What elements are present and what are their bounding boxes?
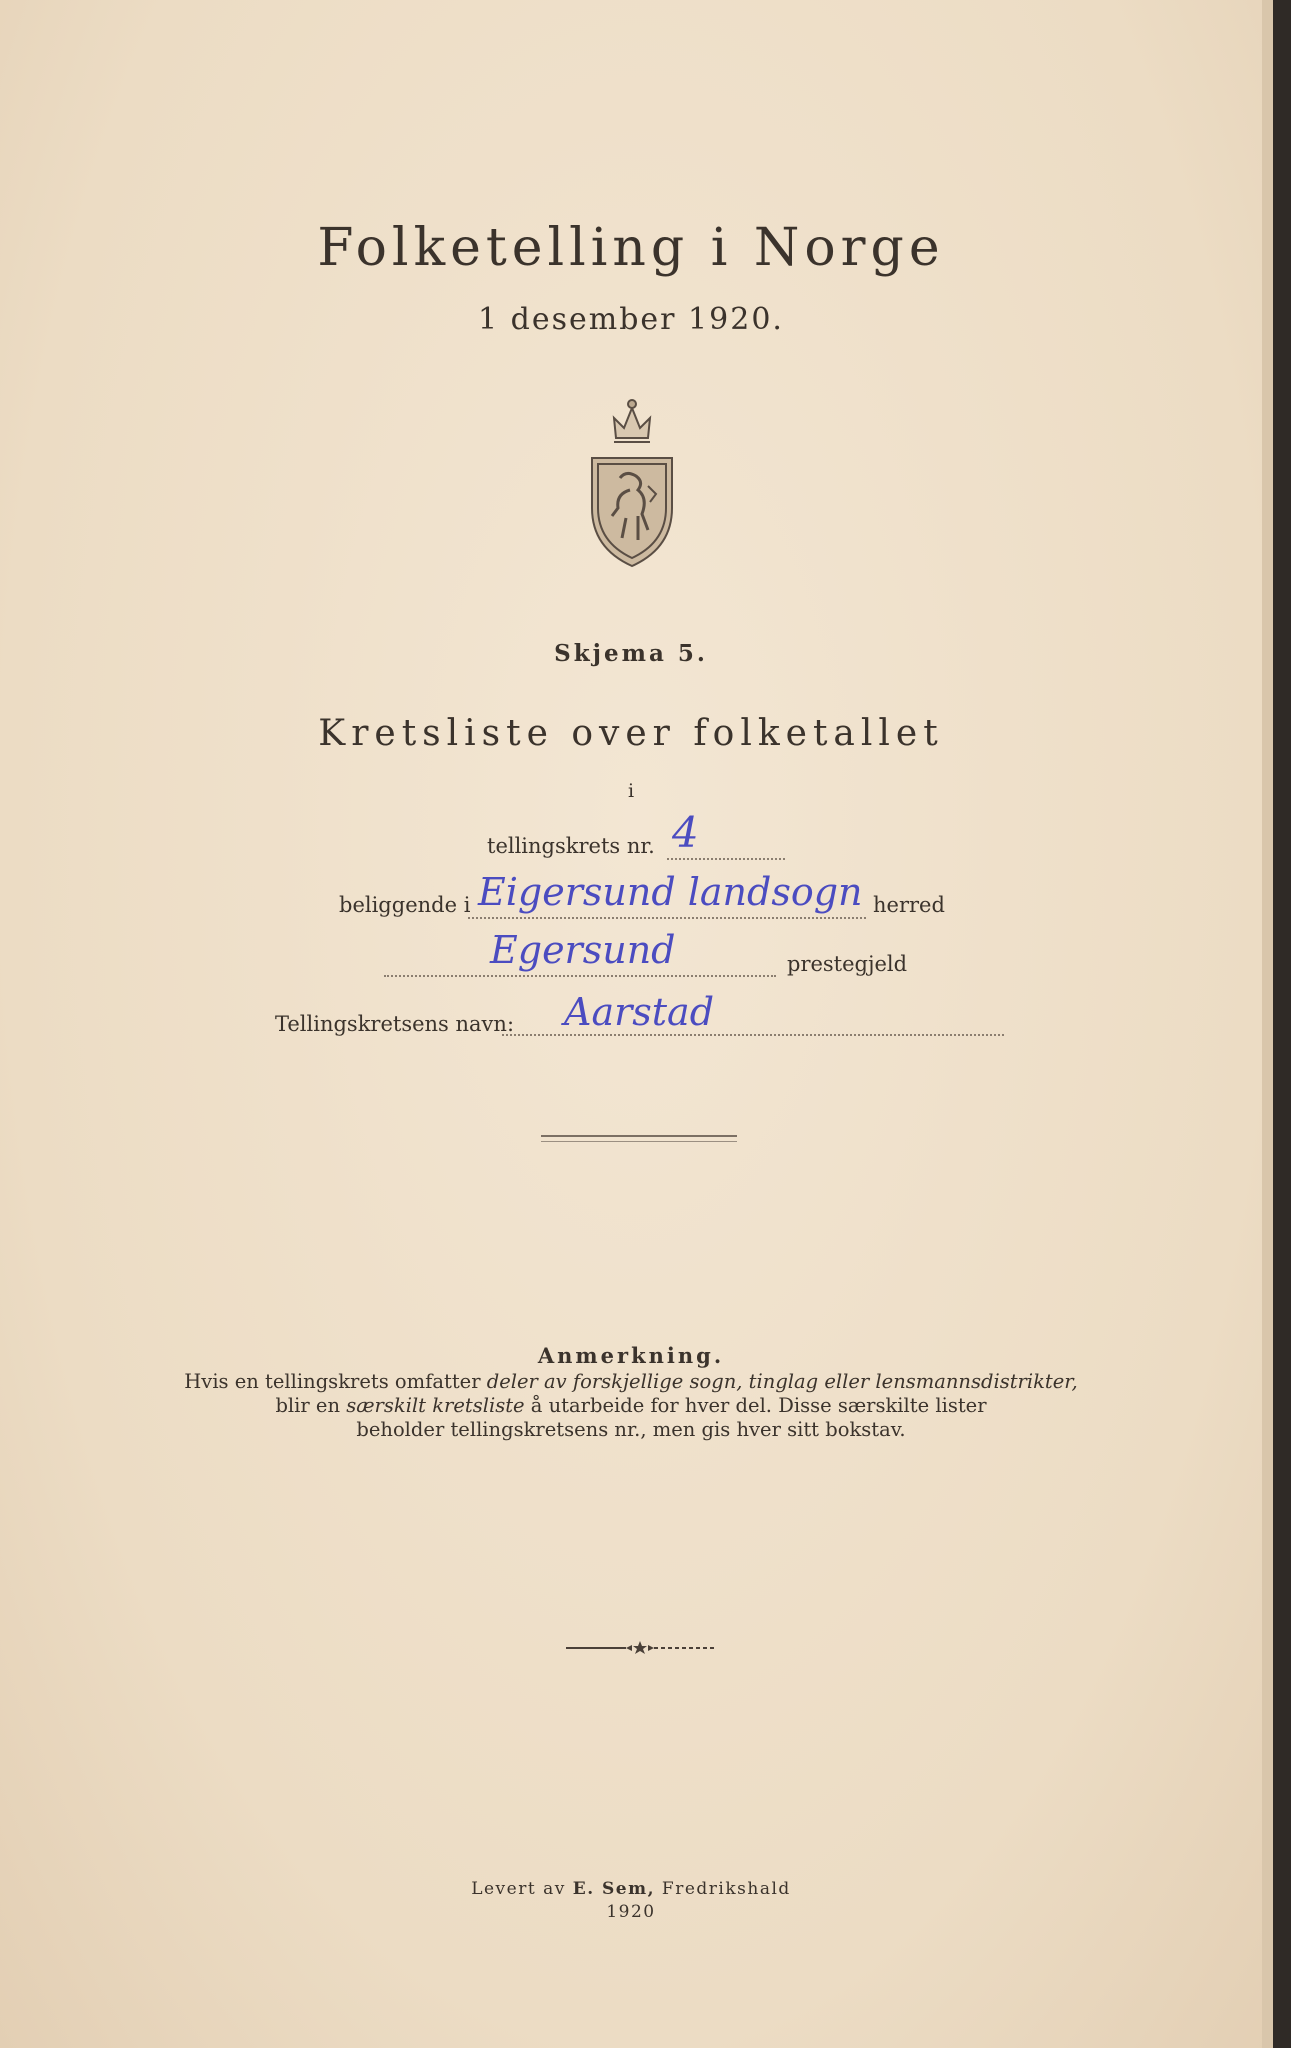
printer-place: Fredrikshald [655,1879,791,1899]
krets-value: 4 [672,808,699,857]
beliggende-value: Eigersund landsogn [478,870,863,914]
note-line-1-italic: deler av forskjellige sogn, tinglag eller lensmannsdistrikter, [486,1370,1078,1393]
navn-dotted-line [502,1034,1004,1036]
krets-dotted-line [667,858,785,860]
beliggende-label: beliggende i [339,893,471,917]
prestegjeld-value: Egersund [490,928,676,972]
paper-edge [1262,0,1273,2048]
form-title: Folketelling i Norge [317,218,945,278]
census-date: 1 desember 1920. [478,302,784,337]
star-divider-ornament-icon [560,1640,720,1656]
printer-year: 1920 [606,1902,656,1922]
herred-label: herred [873,893,945,917]
form-heading: Kretsliste over folketallet [318,713,944,754]
note-line-1 [0,1370,1262,1394]
printer-prefix: Levert av [471,1879,573,1899]
schema-number: Skjema 5. [554,640,708,667]
krets-label: tellingskrets nr. [487,834,655,858]
note-line-3: beholder tellingskretsens nr., men gis hver sitt bokstav. [356,1418,906,1441]
printer-name: E. Sem, [572,1879,656,1899]
note-line-1-text: Hvis en tellingskrets omfatter [184,1370,487,1393]
divider-line-bottom [541,1141,737,1142]
note-title: Anmerkning. [537,1343,725,1368]
scan-border [1273,0,1291,2048]
prestegjeld-label: prestegjeld [787,952,908,976]
note-line-2-text: blir en [275,1394,347,1417]
preposition-text: i [627,780,635,802]
navn-value: Aarstad [564,990,715,1034]
prestegjeld-dotted-line [384,975,776,977]
note-line-2 [0,1394,1262,1418]
beliggende-dotted-line [468,917,866,919]
printer-line [0,1879,1262,1899]
coat-of-arms-icon [586,398,678,570]
divider-line-top [541,1135,737,1137]
note-line-2-rest: å utarbeide for hver del. Disse særskilte lister [524,1394,987,1417]
note-line-2-italic: særskilt kretsliste [346,1394,525,1417]
navn-label: Tellingskretsens navn: [275,1012,515,1036]
